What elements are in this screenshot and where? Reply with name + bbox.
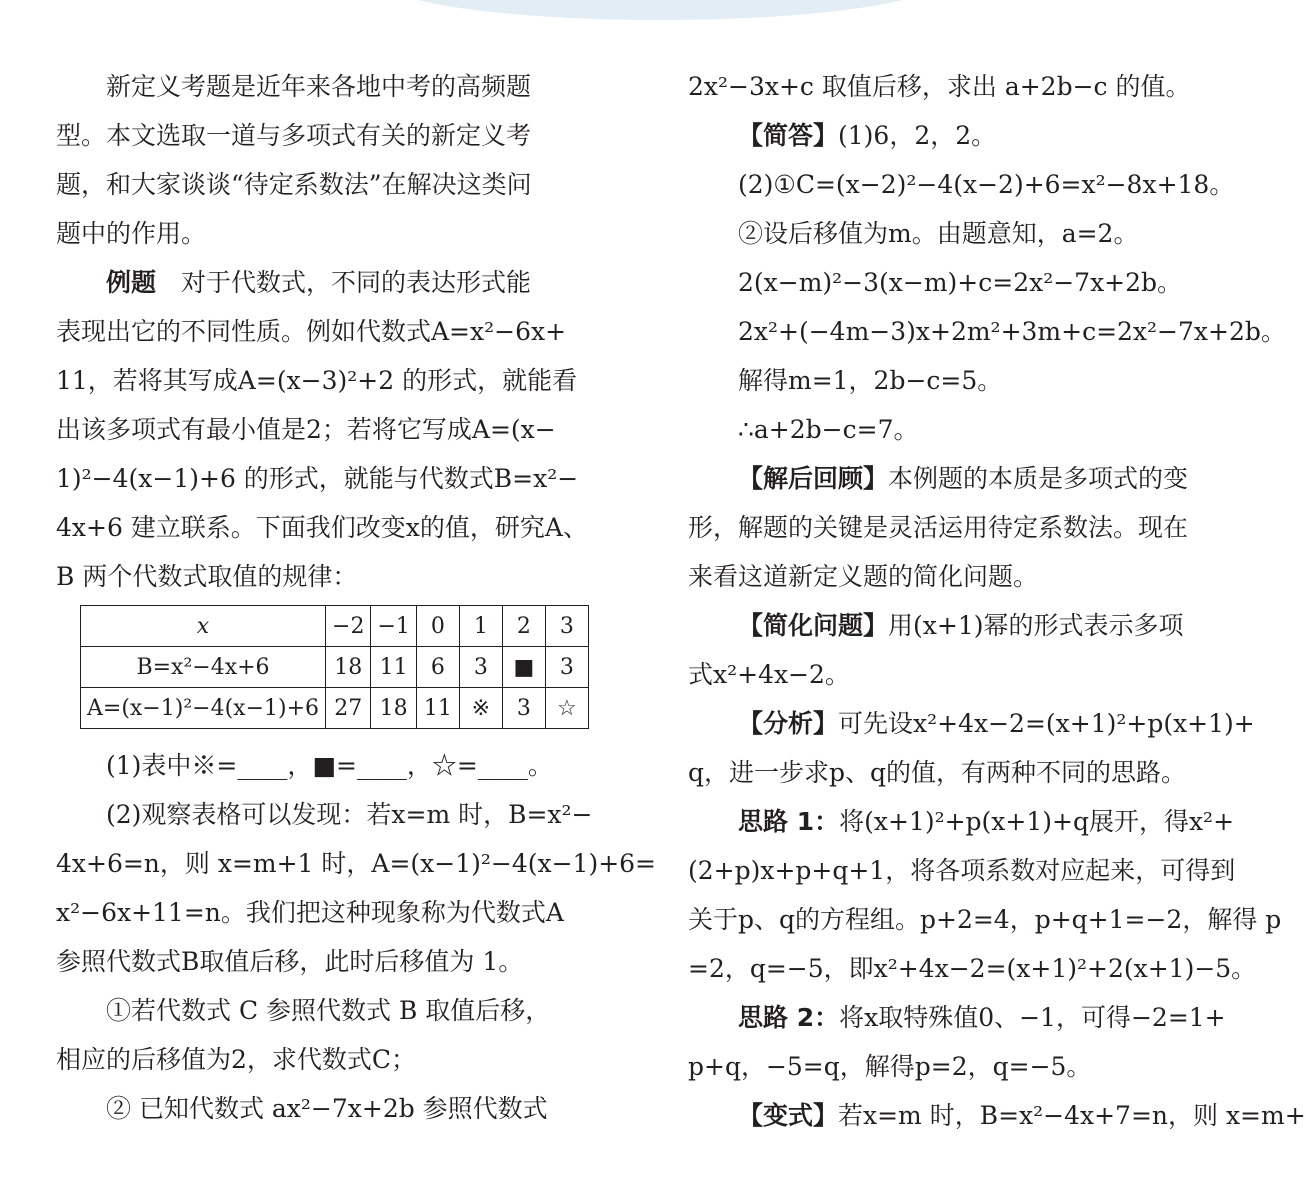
simplified-line-1 (688, 601, 1240, 650)
approach-1-line-3: 关于p、q的方程组。p+2=4，p+q+1=−2，解得 p (688, 905, 1282, 934)
table-cell: 11 (416, 688, 459, 729)
approach-2-label: 思路 2： (738, 1003, 840, 1032)
review-line-1 (688, 454, 1240, 503)
approach-2-text: 将x取特殊值0、−1，可得−2=1+ (839, 1003, 1226, 1032)
example-line-5: 1)²−4(x−1)+6 的形式，就能与代数式B=x²− (56, 464, 579, 493)
example-line-2: 表现出它的不同性质。例如代数式A=x²−6x+ (56, 317, 567, 346)
table-row-a (81, 688, 589, 729)
table-cell: 3 (459, 647, 502, 688)
table-cell: −1 (371, 606, 416, 647)
simplified-label: 【简化问题】 (738, 611, 889, 640)
answer-line-1 (688, 111, 1240, 160)
left-column (56, 62, 657, 1133)
analysis-line-2: q，进一步求p、q的值，有两种不同的思路。 (688, 758, 1187, 787)
question-2-line-2: 4x+6=n，则 x=m+1 时，A=(x−1)²−4(x−1)+6= (56, 849, 657, 878)
question-2-line-1: (2)观察表格可以发现：若x=m 时，B=x²− (106, 800, 593, 829)
table-cell: 27 (326, 688, 371, 729)
table-cell: 3 (502, 688, 545, 729)
variant-label: 【变式】 (738, 1101, 839, 1130)
review-text: 本例题的本质是多项式的变 (888, 464, 1189, 493)
value-table (80, 605, 589, 729)
question-2a-line-1: ①若代数式 C 参照代数式 B 取值后移， (106, 996, 551, 1025)
example-text: 对于代数式，不同的表达形式能 (156, 268, 532, 297)
answer-line-7: ∴a+2b−c=7。 (738, 415, 919, 444)
intro-line-2: 型。本文选取一道与多项式有关的新定义考 (56, 121, 532, 150)
value-table-wrapper (56, 601, 604, 741)
table-cell: 3 (545, 606, 588, 647)
review-line-3: 来看这道新定义题的简化问题。 (688, 562, 1039, 591)
question-2b-line-1: ② 已知代数式 ax²−7x+2b 参照代数式 (106, 1094, 548, 1123)
table-cell: 1 (459, 606, 502, 647)
review-label: 【解后回顾】 (738, 464, 889, 493)
approach-1-line-1 (688, 797, 1240, 846)
table-cell: ☆ (545, 688, 588, 729)
analysis-text: 可先设x²+4x−2=(x+1)²+p(x+1)+ (838, 709, 1255, 738)
approach-1-line-2: (2+p)x+p+q+1，将各项系数对应起来，可得到 (688, 856, 1236, 885)
answer-text: (1)6，2，2。 (838, 121, 997, 150)
answer-line-2: (2)①C=(x−2)²−4(x−2)+6=x²−8x+18。 (738, 170, 1235, 199)
table-cell: 3 (545, 647, 588, 688)
approach-1-text: 将(x+1)²+p(x+1)+q展开，得x²+ (839, 807, 1235, 836)
variant-text: 若x=m 时，B=x²−4x+7=n，则 x=m+ (838, 1101, 1306, 1130)
table-cell: ■ (502, 647, 545, 688)
answer-label: 【简答】 (738, 121, 839, 150)
example-line-3: 11，若将其写成A=(x−3)²+2 的形式，就能看 (56, 366, 578, 395)
question-2a-line-2: 相应的后移值为2，求代数式C； (56, 1045, 417, 1074)
intro-line-4: 题中的作用。 (56, 219, 207, 248)
question-2-line-3: x²−6x+11=n。我们把这种现象称为代数式A (56, 898, 564, 927)
table-cell: 18 (326, 647, 371, 688)
table-cell-header: A=(x−1)²−4(x−1)+6 (81, 688, 326, 729)
approach-1-line-4: =2，q=−5，即x²+4x−2=(x+1)²+2(x+1)−5。 (688, 954, 1257, 983)
approach-2-line-2: p+q，−5=q，解得p=2，q=−5。 (688, 1052, 1092, 1081)
simplified-text: 用(x+1)幂的形式表示多项 (888, 611, 1184, 640)
table-row-x (81, 606, 589, 647)
answer-line-4: 2(x−m)²−3(x−m)+c=2x²−7x+2b。 (738, 268, 1183, 297)
variant-line-1 (688, 1091, 1306, 1140)
table-cell: −2 (326, 606, 371, 647)
review-line-2: 形，解题的关键是灵活运用待定系数法。现在 (688, 513, 1189, 542)
intro-line-3: 题，和大家谈谈“待定系数法”在解决这类问 (56, 170, 532, 199)
example-line-4: 出该多项式有最小值是2；若将它写成A=(x− (56, 415, 556, 444)
question-2b-line-2: 2x²−3x+c 取值后移，求出 a+2b−c 的值。 (688, 72, 1191, 101)
example-line-6: 4x+6 建立联系。下面我们改变x的值，研究A、 (56, 513, 588, 542)
analysis-label: 【分析】 (738, 709, 839, 738)
answer-line-6: 解得m=1，2b−c=5。 (738, 366, 1003, 395)
table-cell: 18 (371, 688, 416, 729)
approach-2-line-1 (688, 993, 1240, 1042)
example-line-1 (56, 258, 604, 307)
table-cell-header: B=x²−4x+6 (81, 647, 326, 688)
answer-line-3: ②设后移值为m。由题意知，a=2。 (738, 219, 1139, 248)
question-1-line: (1)表中※=____，■=____，☆=____。 (106, 751, 553, 780)
example-line-7: B 两个代数式取值的规律： (56, 562, 358, 591)
table-cell-header: x (81, 606, 326, 647)
intro-line-1: 新定义考题是近年来各地中考的高频题 (106, 72, 532, 101)
header-decoration-band (380, 0, 940, 20)
table-row-b (81, 647, 589, 688)
approach-1-label: 思路 1： (738, 807, 840, 836)
table-cell: 0 (416, 606, 459, 647)
table-cell: ※ (459, 688, 502, 729)
table-cell: 11 (371, 647, 416, 688)
question-2-line-4: 参照代数式B取值后移，此时后移值为 1。 (56, 947, 524, 976)
analysis-line-1 (688, 699, 1255, 748)
right-column (688, 62, 1306, 1140)
simplified-line-2: 式x²+4x−2。 (688, 660, 850, 689)
table-cell: 6 (416, 647, 459, 688)
example-label: 例题 (106, 268, 157, 297)
table-cell: 2 (502, 606, 545, 647)
answer-line-5: 2x²+(−4m−3)x+2m²+3m+c=2x²−7x+2b。 (738, 317, 1286, 346)
